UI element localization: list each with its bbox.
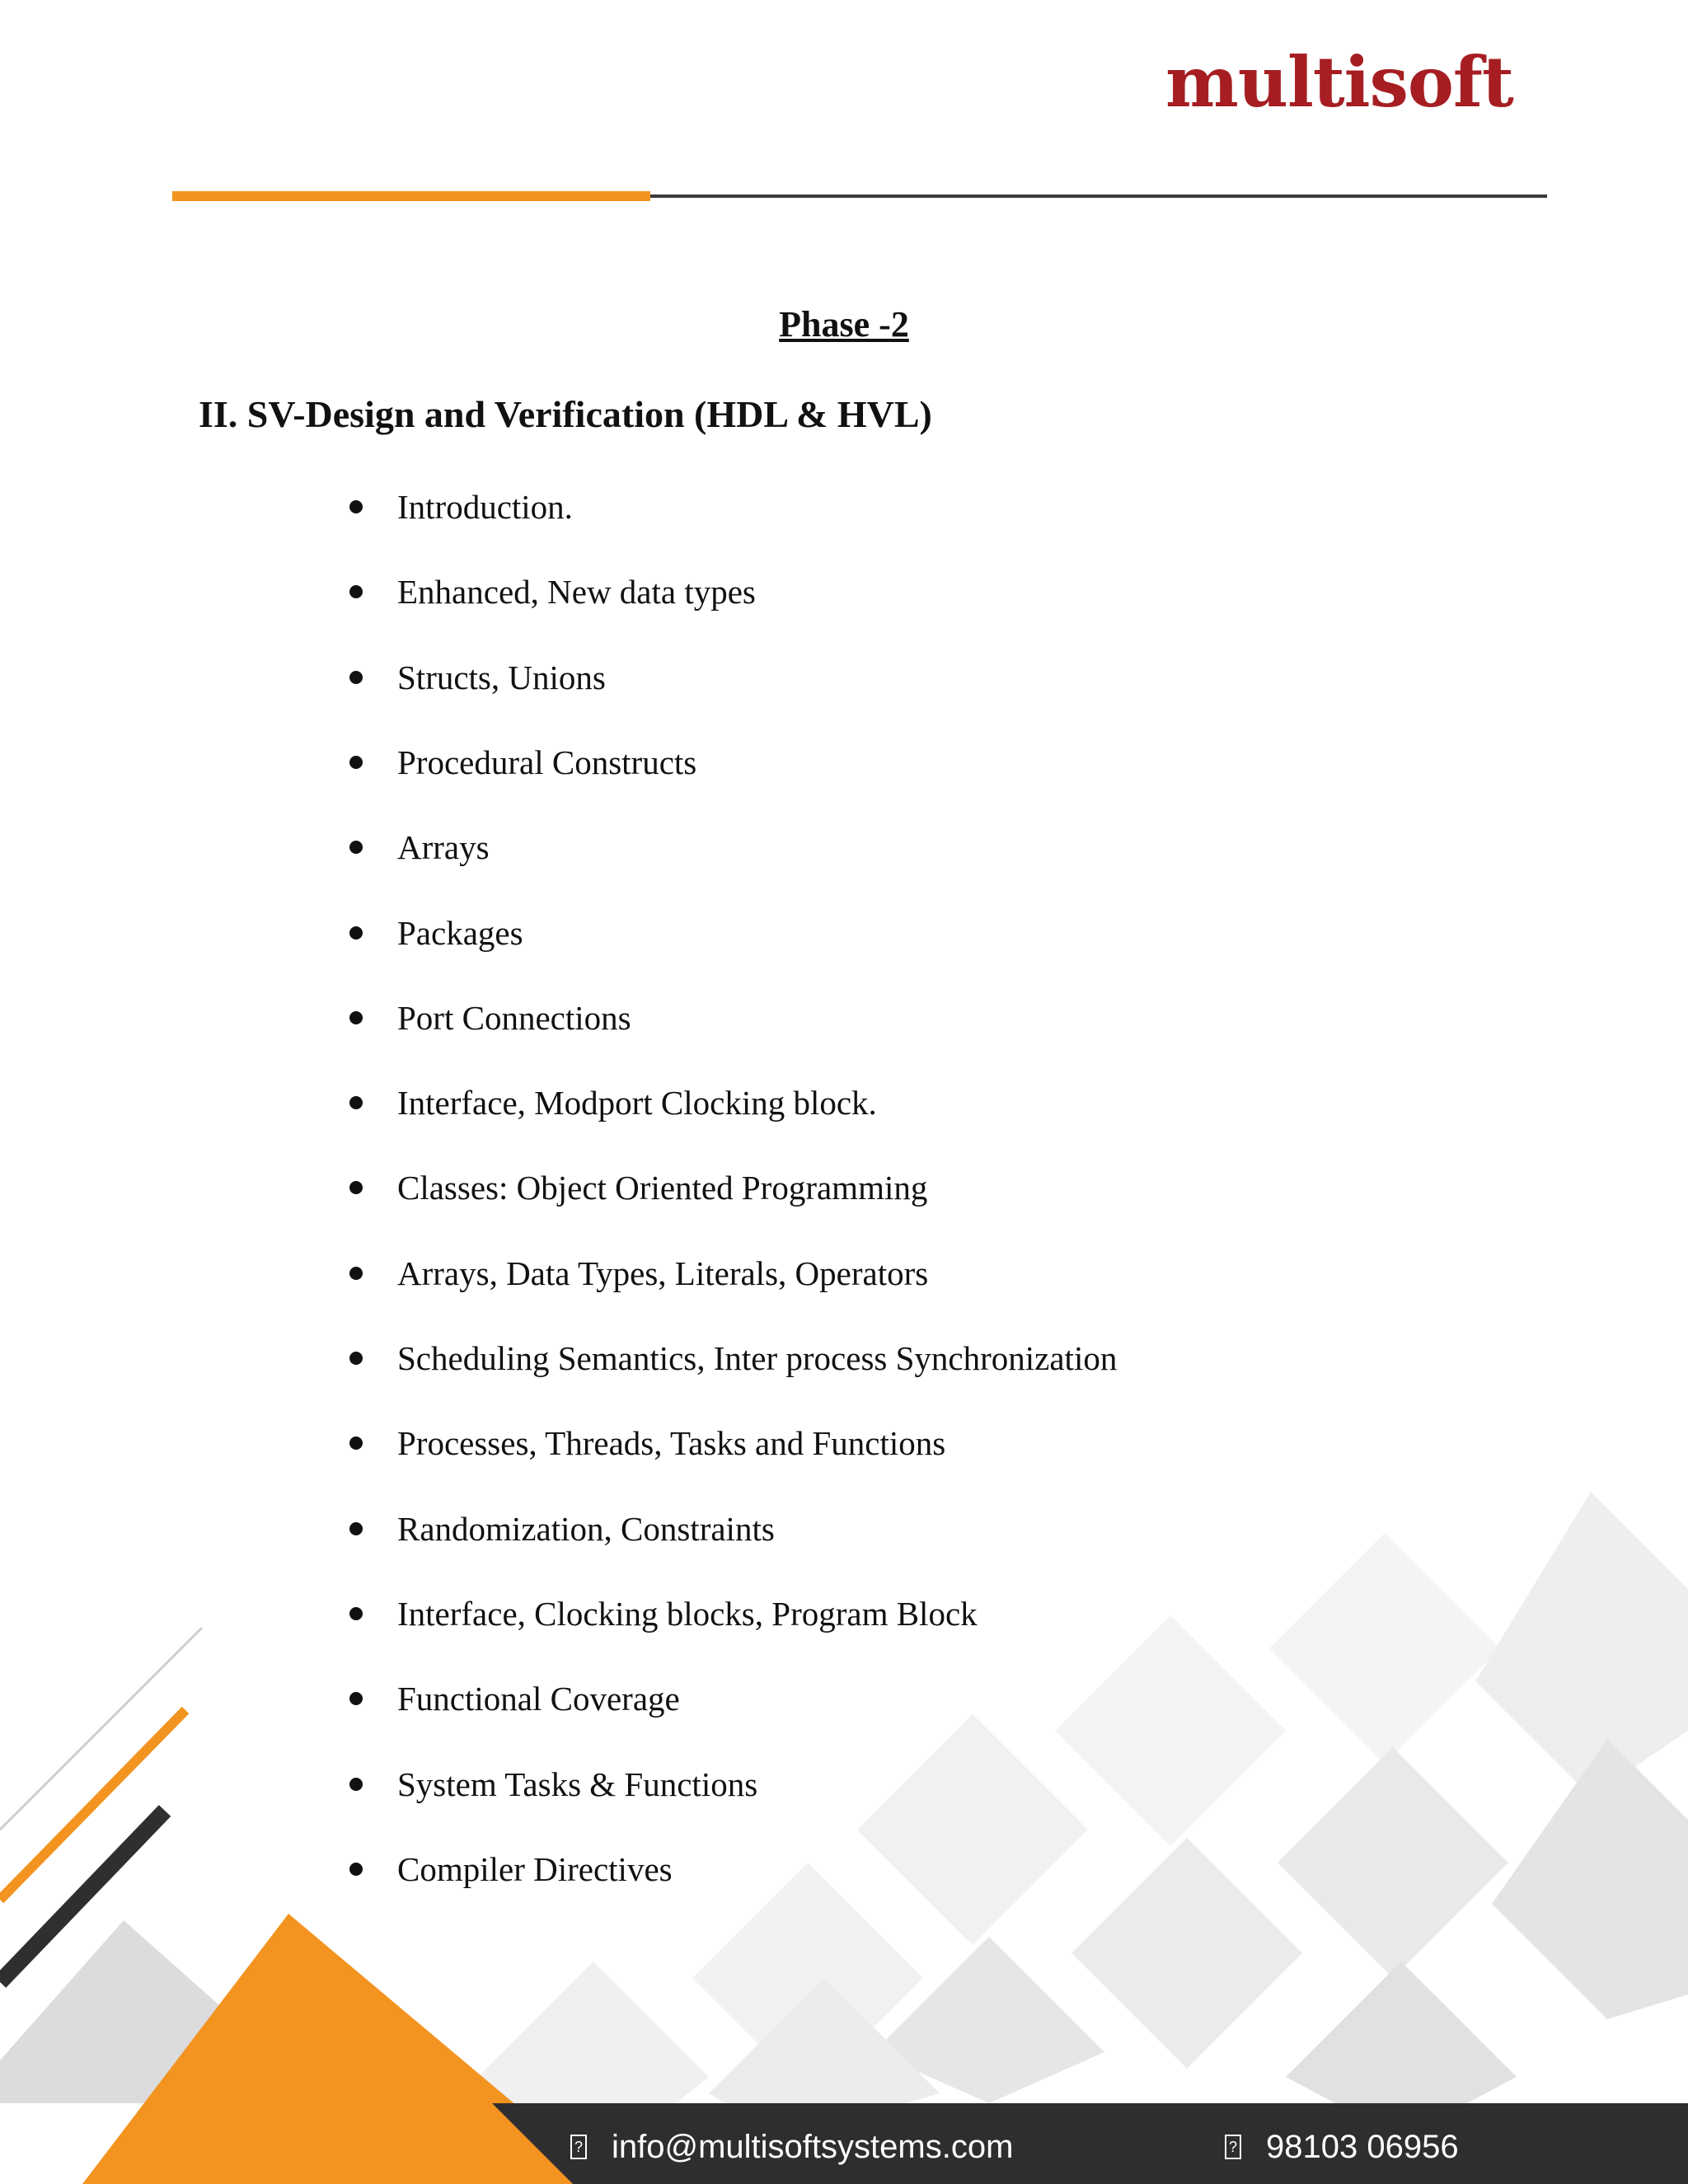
topic-text: Enhanced, New data types [397, 573, 756, 611]
topic-text: Structs, Unions [397, 658, 606, 696]
topic-text: Scheduling Semantics, Inter process Synchronization [397, 1339, 1118, 1377]
footer [0, 2103, 1688, 2184]
phone-text: 98103 06956 [1266, 2128, 1459, 2165]
bullet [349, 1607, 363, 1620]
bullet [349, 1863, 363, 1876]
bullet [349, 926, 363, 940]
footer-phone[interactable] [1225, 2126, 1459, 2168]
topic-text: Arrays [397, 828, 490, 866]
bullet [349, 1011, 363, 1024]
section-title: II. SV-Design and Verification (HDL & HVL) [199, 393, 932, 435]
phone-icon: ? [1225, 2135, 1241, 2159]
topic-text: Packages [397, 914, 523, 952]
bullet [349, 1778, 363, 1791]
bullet [349, 1692, 363, 1705]
topic-text: Interface, Modport Clocking block. [397, 1084, 877, 1122]
bullet [349, 756, 363, 769]
topic-text: Classes: Object Oriented Programming [397, 1169, 928, 1207]
email-text: info@multisoftsystems.com [612, 2128, 1014, 2165]
bullet [349, 585, 363, 598]
topic-text: Compiler Directives [397, 1850, 673, 1888]
brand-logo: multisoft [1165, 41, 1513, 123]
bullet [349, 1181, 363, 1194]
topic-text: Processes, Threads, Tasks and Functions [397, 1424, 946, 1462]
bullet [349, 1096, 363, 1109]
bullet [349, 671, 363, 684]
bullet [349, 500, 363, 513]
bullet [349, 1267, 363, 1280]
topic-text: Port Connections [397, 999, 631, 1037]
topic-text: System Tasks & Functions [397, 1765, 758, 1803]
bullet [349, 1352, 363, 1365]
bullet [349, 1522, 363, 1535]
phase-title: Phase -2 [779, 304, 909, 344]
mail-icon: ? [570, 2135, 587, 2159]
footer-email[interactable] [570, 2126, 1013, 2168]
topic-text: Introduction. [397, 488, 573, 526]
topic-text: Functional Coverage [397, 1680, 680, 1718]
topic-text: Interface, Clocking blocks, Program Block [397, 1595, 978, 1633]
topic-text: Procedural Constructs [397, 743, 697, 781]
bullet [349, 1436, 363, 1450]
topic-text: Arrays, Data Types, Literals, Operators [397, 1254, 929, 1292]
topic-text: Randomization, Constraints [397, 1510, 775, 1548]
bullet [349, 841, 363, 854]
